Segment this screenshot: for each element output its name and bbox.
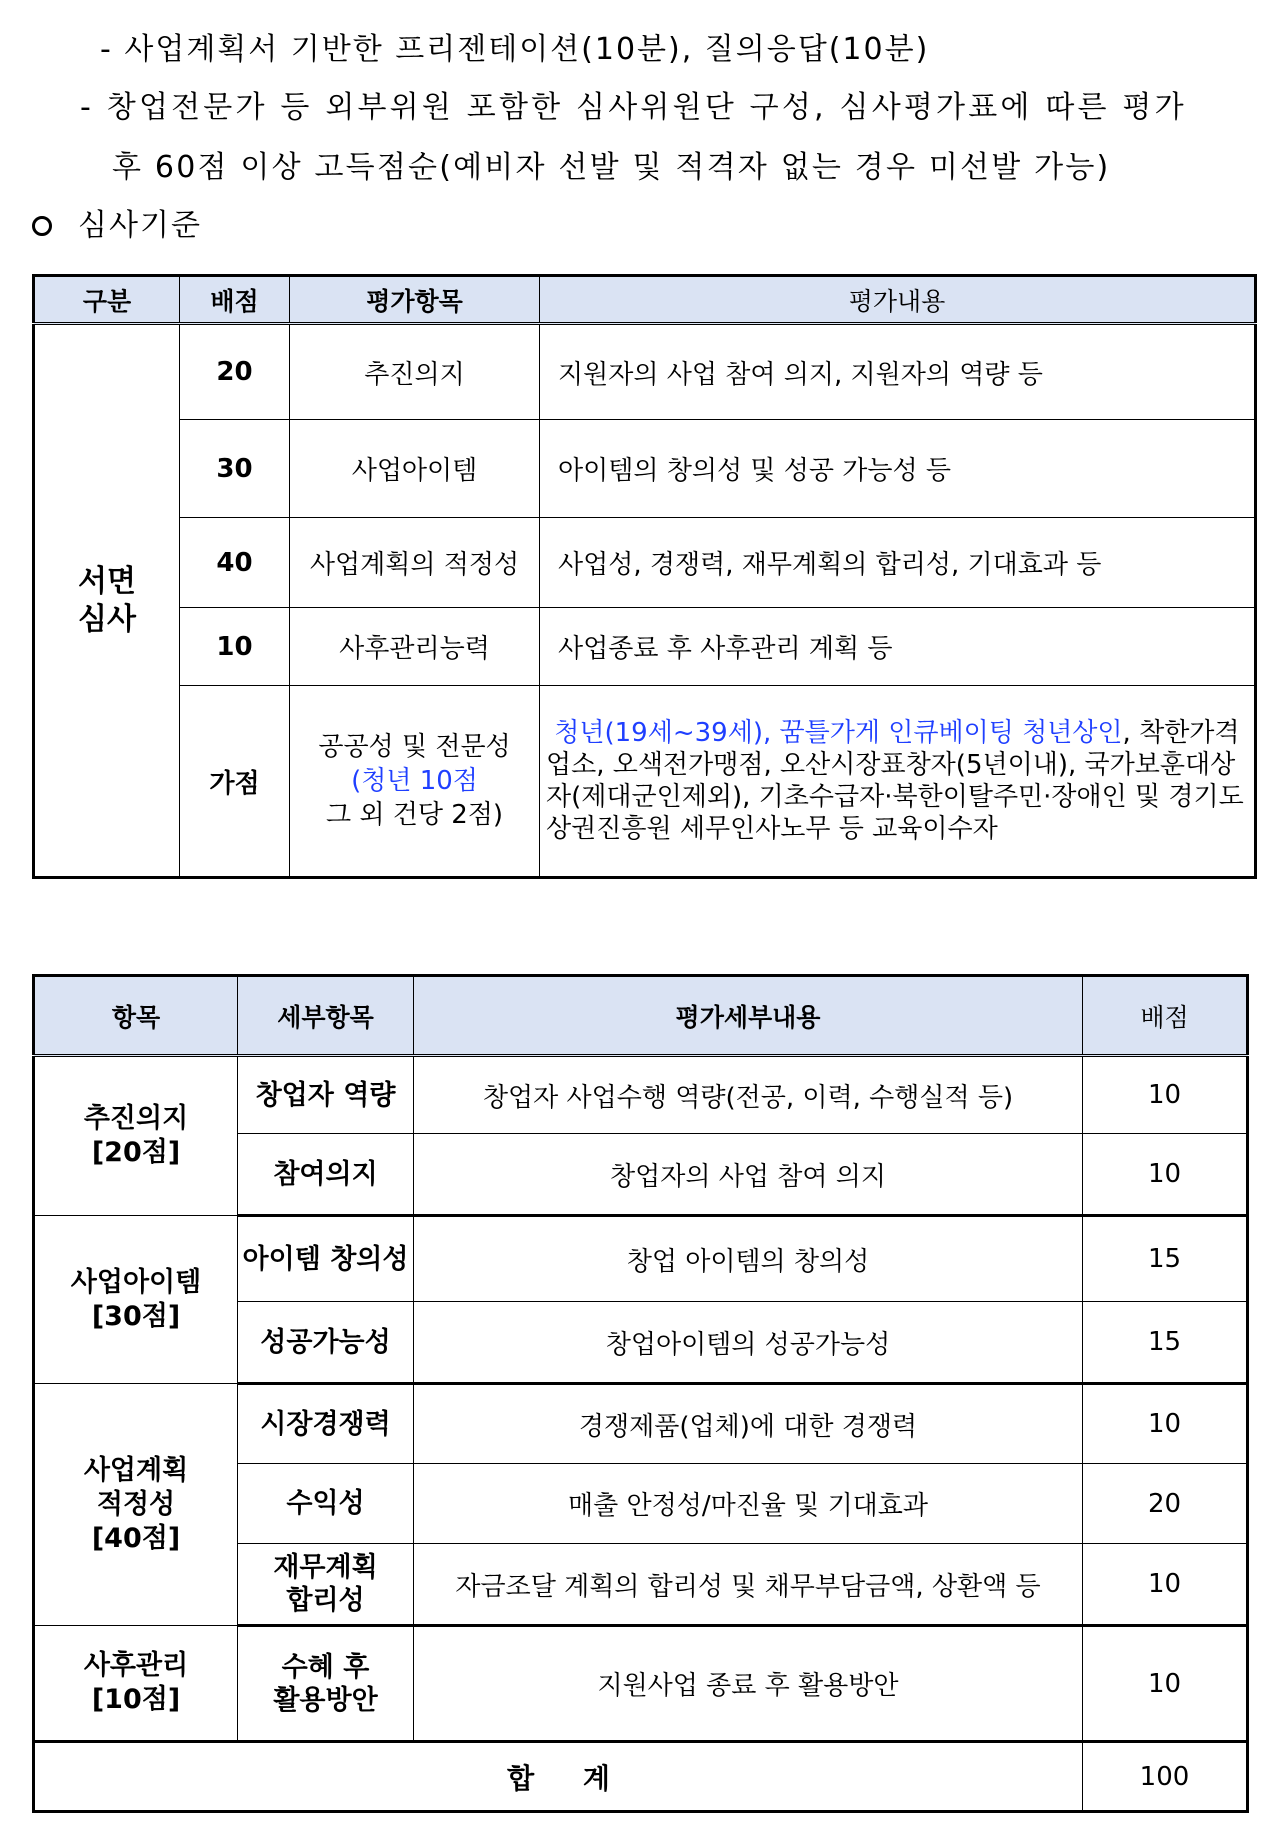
total-label: 합 계 xyxy=(34,1742,1083,1812)
detail-cell: 자금조달 계획의 합리성 및 채무부담금액, 상환액 등 xyxy=(414,1544,1083,1626)
table-row xyxy=(34,1216,1248,1302)
bonus-youth-content: 청년(19세~39세), 꿈틀가게 인큐베이팅 청년상인 xyxy=(554,718,1123,748)
bonus-other-content: , 착한가격업소, 오색전가맹점, 오산시장표창자(5년이내), 국가보훈대상자(제대군인제외), 기초수급자·북한이탈주민·장애인 및 경기도상권진흥원 세무인사노무 등 교육이수자 xyxy=(546,718,1244,844)
score-cell: 10 xyxy=(1083,1056,1248,1134)
item-cell: 사업계획의 적정성 xyxy=(290,518,540,608)
table-row xyxy=(34,518,1256,608)
category-aftercare: 사후관리 [10점] xyxy=(34,1626,238,1742)
table-row xyxy=(34,1056,1248,1134)
bonus-row xyxy=(34,686,1256,878)
table-row xyxy=(34,324,1256,420)
sub-item-cell: 재무계획 합리성 xyxy=(238,1544,414,1626)
header-category: 구분 xyxy=(34,276,180,324)
header-item: 평가항목 xyxy=(290,276,540,324)
content-cell: 지원자의 사업 참여 의지, 지원자의 역량 등 xyxy=(540,324,1256,420)
sub-item-cell: 참여의지 xyxy=(238,1134,414,1216)
sub-item-cell: 창업자 역량 xyxy=(238,1056,414,1134)
item-cell: 사업아이템 xyxy=(290,420,540,518)
score-cell: 20 xyxy=(1083,1464,1248,1544)
score-cell: 10 xyxy=(1083,1626,1248,1742)
total-score: 100 xyxy=(1083,1742,1248,1812)
detail-cell: 창업아이템의 성공가능성 xyxy=(414,1302,1083,1384)
table-row xyxy=(34,608,1256,686)
bonus-item-cell xyxy=(290,686,540,878)
score-cell: 15 xyxy=(1083,1216,1248,1302)
score-cell: 30 xyxy=(180,420,290,518)
sub-item-cell: 성공가능성 xyxy=(238,1302,414,1384)
score-cell: 10 xyxy=(1083,1134,1248,1216)
detail-cell: 매출 안정성/마진율 및 기대효과 xyxy=(414,1464,1083,1544)
bonus-item-line: 공공성 및 전문성 xyxy=(318,732,511,762)
intro-line-threshold: 후 60점 이상 고득점순(예비자 선발 및 적격자 없는 경우 미선발 가능) xyxy=(112,150,1111,185)
section-title: 심사기준 xyxy=(78,208,202,243)
table-row xyxy=(34,420,1256,518)
detail-cell: 창업자의 사업 참여 의지 xyxy=(414,1134,1083,1216)
item-cell: 사후관리능력 xyxy=(290,608,540,686)
table-row xyxy=(34,1626,1248,1742)
item-cell: 추진의지 xyxy=(290,324,540,420)
detail-cell: 창업 아이템의 창의성 xyxy=(414,1216,1083,1302)
category-business-item: 사업아이템 [30점] xyxy=(34,1216,238,1384)
header-category: 항목 xyxy=(34,976,238,1056)
header-score: 배점 xyxy=(1083,976,1248,1056)
detail-cell: 창업자 사업수행 역량(전공, 이력, 수행실적 등) xyxy=(414,1056,1083,1134)
intro-line-panel: - 창업전문가 등 외부위원 포함한 심사위원단 구성, 심사평가표에 따른 평가 xyxy=(80,90,1187,125)
evaluation-criteria-table xyxy=(32,274,1257,879)
detail-cell: 지원사업 종료 후 활용방안 xyxy=(414,1626,1083,1742)
score-cell: 10 xyxy=(1083,1544,1248,1626)
sub-item-cell: 아이템 창의성 xyxy=(238,1216,414,1302)
intro-line-presentation: - 사업계획서 기반한 프리젠테이션(10분), 질의응답(10분) xyxy=(100,32,930,67)
detailed-evaluation-table xyxy=(32,974,1249,1813)
sub-item-cell: 수혜 후 활용방안 xyxy=(238,1626,414,1742)
content-cell: 아이템의 창의성 및 성공 가능성 등 xyxy=(540,420,1256,518)
score-cell: 20 xyxy=(180,324,290,420)
content-cell: 사업종료 후 사후관리 계획 등 xyxy=(540,608,1256,686)
sub-item-cell: 시장경쟁력 xyxy=(238,1384,414,1464)
header-detail: 평가세부내용 xyxy=(414,976,1083,1056)
circle-bullet-icon xyxy=(32,216,52,236)
header-score: 배점 xyxy=(180,276,290,324)
score-cell: 40 xyxy=(180,518,290,608)
table-row xyxy=(34,1384,1248,1464)
score-cell: 15 xyxy=(1083,1302,1248,1384)
bonus-youth-points: (청년 10점 xyxy=(351,766,478,796)
content-cell: 사업성, 경쟁력, 재무계획의 합리성, 기대효과 등 xyxy=(540,518,1256,608)
header-sub-item: 세부항목 xyxy=(238,976,414,1056)
score-cell: 10 xyxy=(1083,1384,1248,1464)
sub-item-cell: 수익성 xyxy=(238,1464,414,1544)
bonus-content-cell xyxy=(540,686,1256,878)
header-content: 평가내용 xyxy=(540,276,1256,324)
bonus-score-cell: 가점 xyxy=(180,686,290,878)
score-cell: 10 xyxy=(180,608,290,686)
category-business-plan: 사업계획 적정성 [40점] xyxy=(34,1384,238,1626)
detail-cell: 경쟁제품(업체)에 대한 경쟁력 xyxy=(414,1384,1083,1464)
category-drive: 추진의지 [20점] xyxy=(34,1056,238,1216)
bonus-item-line: 그 외 건당 2점) xyxy=(325,800,504,830)
total-row xyxy=(34,1742,1248,1812)
category-document-review: 서면 심사 xyxy=(34,324,180,878)
